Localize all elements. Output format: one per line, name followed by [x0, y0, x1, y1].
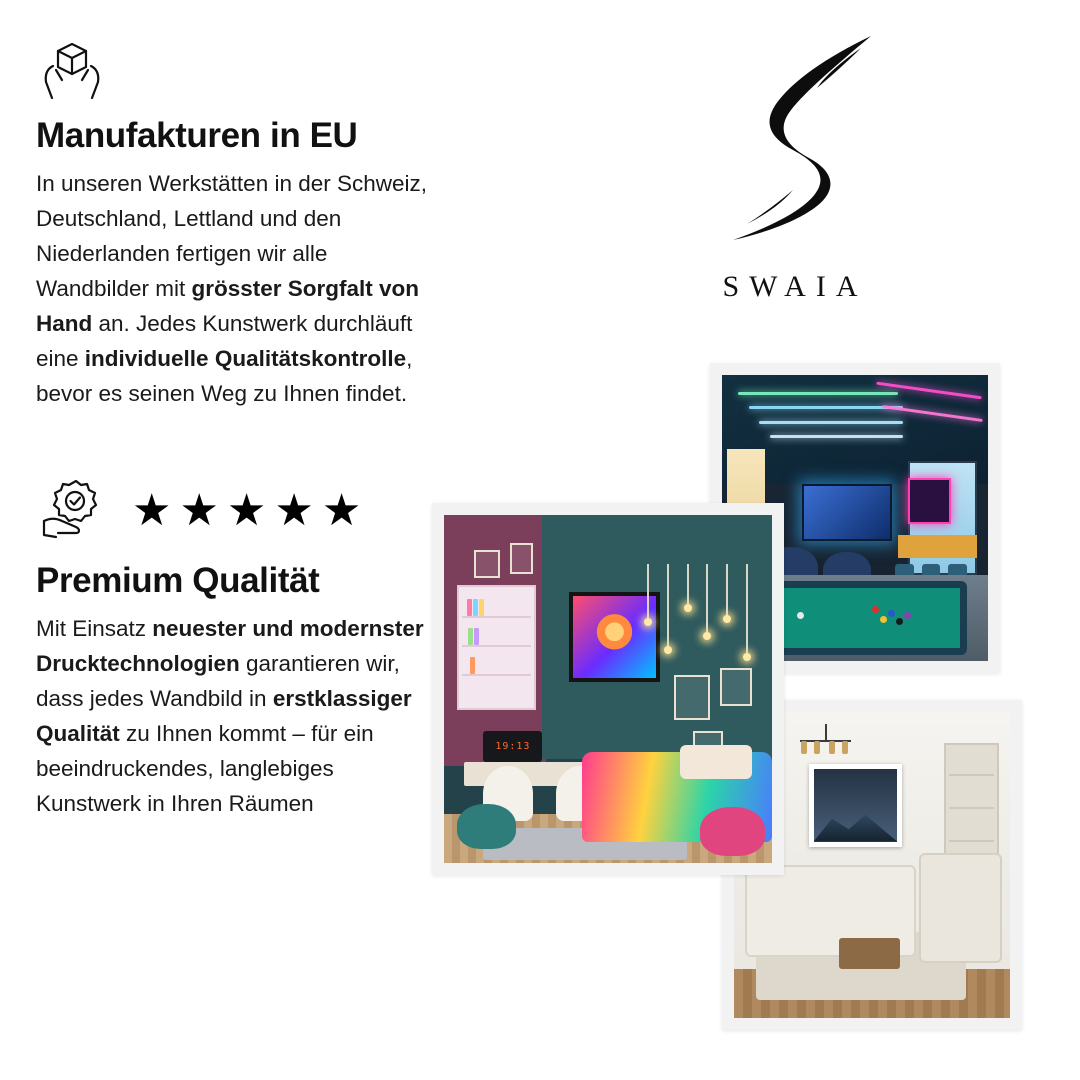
quality-badge-in-hand-icon [36, 475, 108, 547]
star-3: ★ [226, 486, 267, 535]
swaia-s-logo-icon [675, 28, 905, 268]
feature-title-manufacturing: Manufakturen in EU [36, 116, 358, 155]
feature-title-premium: Premium Qualität [36, 561, 320, 600]
premium-icon-row [36, 475, 436, 547]
feature-premium [36, 475, 436, 821]
brand-logo [640, 28, 940, 348]
brand-name: SWAIA [722, 270, 868, 303]
photo-bedroom [432, 503, 784, 875]
manufacturing-icon-row [36, 36, 436, 108]
feature-column [36, 36, 436, 867]
feature-text-premium: Mit Einsatz neuester und modernster Drucktechnologien garantieren wir, dass jedes Wandbild in erstklassiger Qualität zu Ihnen kommt – für ein beeindruckendes, langlebiges Kunstwerk in Ihren Räumen [36, 616, 424, 816]
star-5: ★ [321, 486, 362, 535]
star-1: ★ [132, 486, 172, 535]
bedroom-clock: 19:13 [483, 731, 542, 762]
star-2: ★ [179, 486, 219, 535]
package-in-hands-icon [36, 36, 108, 108]
star-4: ★ [274, 486, 314, 535]
feature-text-manufacturing: In unseren Werkstätten in der Schweiz, Deutschland, Lettland und den Niederlanden fertigen wir alle Wandbilder mit grösster Sorgfalt von Hand an. Jedes Kunstwerk durchläuft eine individuelle Qualitätskontrolle, bevor es seinen Weg zu Ihnen findet. [36, 171, 428, 406]
feature-manufacturing [36, 36, 436, 411]
star-rating [132, 486, 362, 535]
